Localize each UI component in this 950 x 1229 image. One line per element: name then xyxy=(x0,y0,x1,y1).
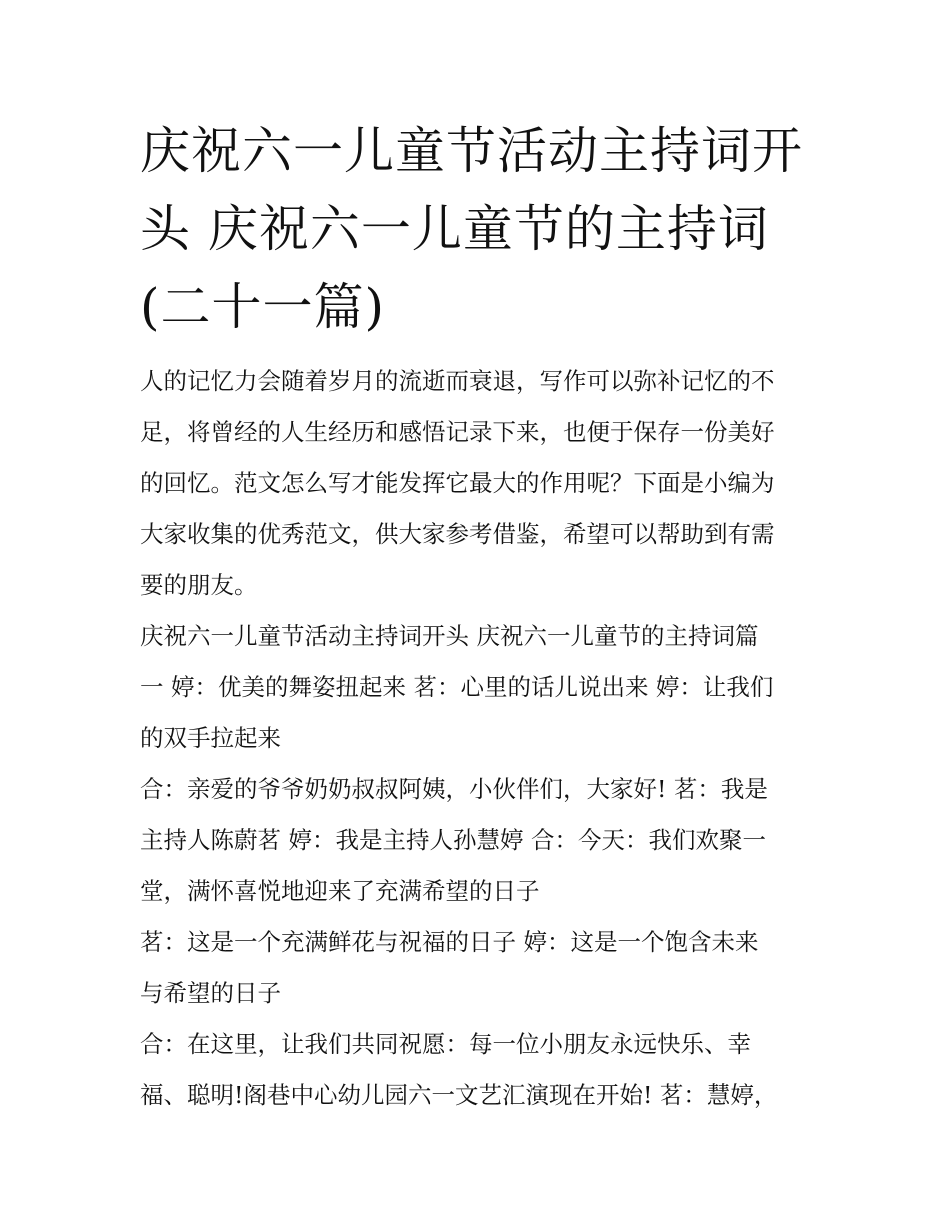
body-paragraph xyxy=(140,1019,815,1121)
document-title xyxy=(140,112,815,346)
body-paragraph xyxy=(140,917,815,1019)
document-page xyxy=(140,112,815,1121)
text-line: 福、聪明!阁巷中心幼儿园六一文艺汇演现在开始! 茗：慧婷， xyxy=(140,1081,778,1109)
title-line: (二十一篇) xyxy=(140,278,386,336)
text-line: 人的记忆力会随着岁月的流逝而衰退，写作可以弥补记忆的不 xyxy=(140,367,775,395)
title-line: 庆祝六一儿童节活动主持词开 xyxy=(140,122,803,180)
text-line: 一 婷：优美的舞姿扭起来 茗：心里的话儿说出来 婷：让我们 xyxy=(140,673,774,701)
text-line: 的双手拉起来 xyxy=(140,724,281,752)
text-line: 的回忆。范文怎么写才能发挥它最大的作用呢？下面是小编为 xyxy=(140,469,775,497)
text-line: 主持人陈蔚茗 婷：我是主持人孙慧婷 合：今天：我们欢聚一 xyxy=(140,826,766,854)
intro-paragraph xyxy=(140,356,815,611)
text-line: 堂，满怀喜悦地迎来了充满希望的日子 xyxy=(140,877,540,905)
text-line: 合：亲爱的爷爷奶奶叔叔阿姨，小伙伴们，大家好! 茗：我是 xyxy=(140,775,768,803)
text-line: 庆祝六一儿童节活动主持词开头 庆祝六一儿童节的主持词篇 xyxy=(140,622,759,650)
body-paragraph xyxy=(140,611,815,764)
text-line: 与希望的日子 xyxy=(140,979,281,1007)
text-line: 合：在这里，让我们共同祝愿：每一位小朋友永远快乐、幸 xyxy=(140,1030,751,1058)
title-line: 头 庆祝六一儿童节的主持词 xyxy=(140,200,769,258)
text-line: 足，将曾经的人生经历和感悟记录下来，也便于保存一份美好 xyxy=(140,418,775,446)
text-line: 大家收集的优秀范文，供大家参考借鉴，希望可以帮助到有需 xyxy=(140,520,775,548)
text-line: 要的朋友。 xyxy=(140,571,258,599)
body-paragraph xyxy=(140,764,815,917)
text-line: 茗：这是一个充满鲜花与祝福的日子 婷：这是一个饱含未来 xyxy=(140,928,759,956)
